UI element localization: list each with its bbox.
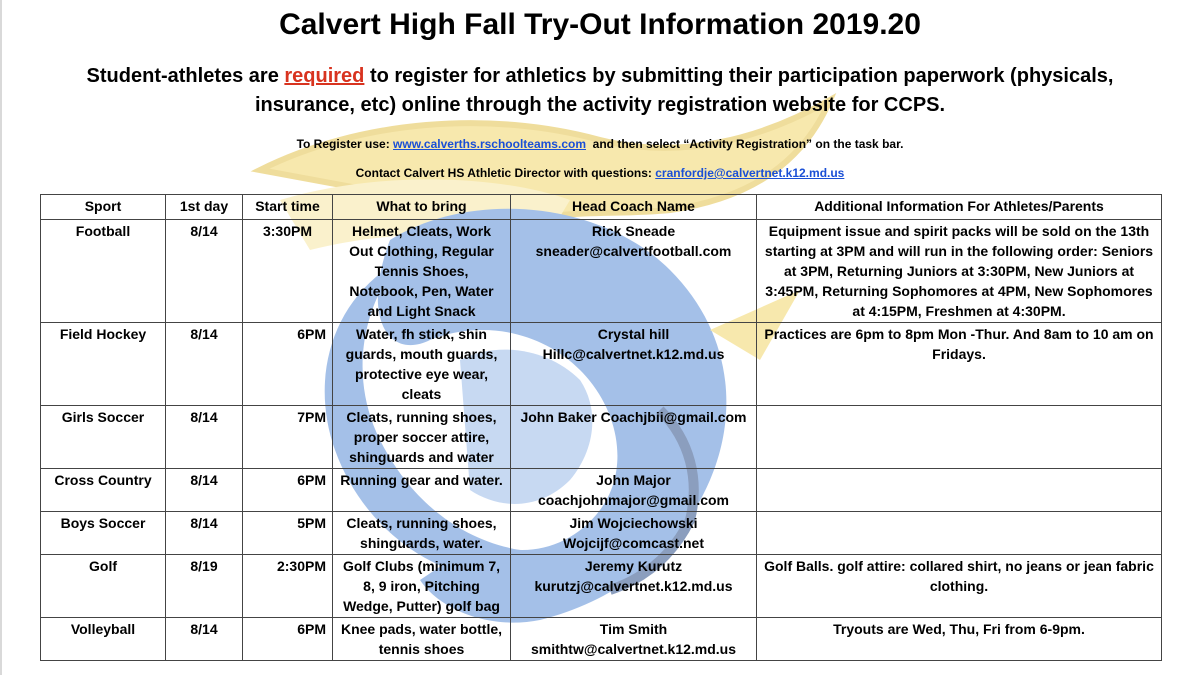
start-time-cell: 5PM [243, 512, 333, 555]
notice-text-end: to register for athletics by submitting their participation paperwork (physicals, insurance, etc) online through the activity registration website for CCPS. [254, 65, 1114, 116]
table-row [41, 220, 1162, 323]
sport-cell: Field Hockey [41, 323, 166, 406]
what-to-bring-cell: Golf Clubs (minimum 7, 8, 9 iron, Pitching Wedge, Putter) golf bag [333, 555, 511, 618]
header-what-to-bring: What to bring [333, 195, 511, 220]
table-row [41, 512, 1162, 555]
sport-cell: Football [41, 220, 166, 323]
athletic-director-email-link[interactable]: cranfordje@calvertnet.k12.md.us [655, 166, 845, 180]
additional-info-cell: Practices are 6pm to 8pm Mon -Thur. And 8am to 10 am on Fridays. [757, 323, 1162, 406]
registration-notice [60, 62, 1140, 120]
first-day-cell: 8/14 [166, 512, 243, 555]
header-additional-info: Additional Information For Athletes/Parents [757, 195, 1162, 220]
registration-website-link[interactable]: www.calverths.rschoolteams.com [393, 137, 586, 151]
contact-line [0, 165, 1200, 181]
start-time-cell: 6PM [243, 323, 333, 406]
start-time-cell: 6PM [243, 618, 333, 661]
sport-cell: Volleyball [41, 618, 166, 661]
coach-cell: Tim Smith smithtw@calvertnet.k12.md.us [511, 618, 757, 661]
register-suffix: and then select “Activity Registration” on the task bar. [586, 137, 904, 151]
coach-cell: Jeremy Kurutz kurutzj@calvertnet.k12.md.us [511, 555, 757, 618]
additional-info-cell [757, 469, 1162, 512]
what-to-bring-cell: Knee pads, water bottle, tennis shoes [333, 618, 511, 661]
what-to-bring-cell: Helmet, Cleats, Work Out Clothing, Regular Tennis Shoes, Notebook, Pen, Water and Light Snack [333, 220, 511, 323]
coach-cell: Jim Wojciechowski Wojcijf@comcast.net [511, 512, 757, 555]
table-row [41, 618, 1162, 661]
tryout-table [40, 194, 1162, 661]
table-header-row [41, 195, 1162, 220]
coach-cell: John Major coachjohnmajor@gmail.com [511, 469, 757, 512]
sport-cell: Boys Soccer [41, 512, 166, 555]
first-day-cell: 8/14 [166, 406, 243, 469]
header-first-day: 1st day [166, 195, 243, 220]
register-prefix: To Register use: [296, 137, 394, 151]
what-to-bring-cell: Running gear and water. [333, 469, 511, 512]
sport-cell: Cross Country [41, 469, 166, 512]
document-title: Calvert High Fall Try-Out Information 2019.20 [279, 8, 921, 41]
first-day-cell: 8/14 [166, 469, 243, 512]
start-time-cell: 2:30PM [243, 555, 333, 618]
first-day-cell: 8/14 [166, 618, 243, 661]
what-to-bring-cell: Water, fh stick, shin guards, mouth guards, protective eye wear, cleats [333, 323, 511, 406]
notice-text-start: Student-athletes are [86, 65, 285, 87]
start-time-cell: 6PM [243, 469, 333, 512]
header-sport: Sport [41, 195, 166, 220]
start-time-cell: 7PM [243, 406, 333, 469]
header-start-time: Start time [243, 195, 333, 220]
additional-info-cell: Tryouts are Wed, Thu, Fri from 6-9pm. [757, 618, 1162, 661]
first-day-cell: 8/19 [166, 555, 243, 618]
table-row [41, 323, 1162, 406]
contact-prefix: Contact Calvert HS Athletic Director with questions: [355, 166, 656, 180]
first-day-cell: 8/14 [166, 323, 243, 406]
table-row [41, 469, 1162, 512]
what-to-bring-cell: Cleats, running shoes, proper soccer attire, shinguards and water [333, 406, 511, 469]
start-time-cell: 3:30PM [243, 220, 333, 323]
additional-info-cell [757, 406, 1162, 469]
sport-cell: Girls Soccer [41, 406, 166, 469]
table-row [41, 406, 1162, 469]
required-emphasis: required [284, 65, 365, 87]
sport-cell: Golf [41, 555, 166, 618]
additional-info-cell: Equipment issue and spirit packs will be sold on the 13th starting at 3PM and will run in the following order: Seniors at 3PM, Returning Juniors at 3:30PM, New Juniors at 3:45PM, Returning Sophomores at 4PM, New Sophomores at 4:15PM, Freshmen at 4:30PM. [757, 220, 1162, 323]
coach-cell: John Baker Coachjbii@gmail.com [511, 406, 757, 469]
coach-cell: Crystal hill Hillc@calvertnet.k12.md.us [511, 323, 757, 406]
table-row [41, 555, 1162, 618]
header-head-coach: Head Coach Name [511, 195, 757, 220]
first-day-cell: 8/14 [166, 220, 243, 323]
coach-cell: Rick Sneade sneader@calvertfootball.com [511, 220, 757, 323]
additional-info-cell: Golf Balls. golf attire: collared shirt, no jeans or jean fabric clothing. [757, 555, 1162, 618]
additional-info-cell [757, 512, 1162, 555]
what-to-bring-cell: Cleats, running shoes, shinguards, water. [333, 512, 511, 555]
register-line [0, 136, 1200, 152]
